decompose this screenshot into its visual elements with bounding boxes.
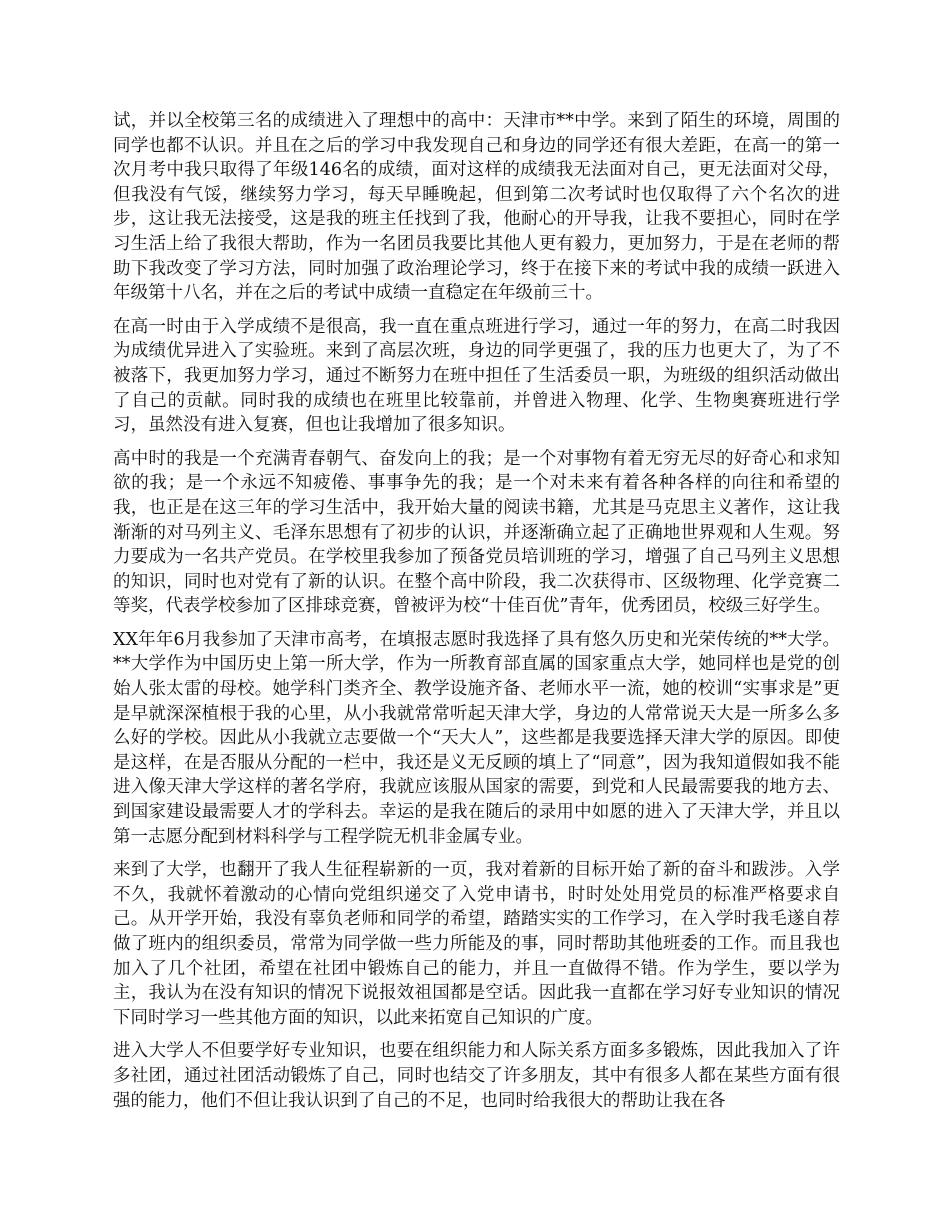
paragraph-1: 试，并以全校第三名的成绩进入了理想中的高中：天津市**中学。来到了陌生的环境，周围的同学也都不认识。并且在之后的学习中我发现自己和身边的同学还有很大差距，在高一的第一次月考中我只取得了年级146名的成绩，面对这样的成绩我无法面对自己，更无法面对父母，但我没有气馁，继续努力学习，每天早睡晚起，但到第二次考试时也仅取得了六个名次的进步，这让我无法接受，这是我的班主任找到了我，他耐心的开导我，让我不要担心，同时在学习生活上给了我很大帮助，作为一名团员我要比其他人更有毅力，更加努力，于是在老师的帮助下我改变了学习方法，同时加强了政治理论学习，终于在接下来的考试中我的成绩一跃进入年级第十八名，并在之后的考试中成绩一直稳定在年级前三十。 [113,111,840,304]
paragraph-6: 进入大学人不但要学好专业知识，也要在组织能力和人际关系方面多多锻炼，因此我加入了许多社团，通过社团活动锻炼了自己，同时也结交了许多朋友，其中有很多人都在某些方面有很强的能力，他们不但让我认识到了自己的不足，也同时给我很大的帮助让我在各 [113,1041,840,1111]
paragraph-3: 高中时的我是一个充满青春朝气、奋发向上的我；是一个对事物有着无穷无尽的好奇心和求知欲的我；是一个永远不知疲倦、事事争先的我；是一个对未来有着各种各样的向往和希望的我，也正是在这三年的学习生活中，我开始大量的阅读书籍，尤其是马克思主义著作，这让我渐渐的对马列主义、毛泽东思想有了初步的认识，并逐渐确立起了正确地世界观和人生观。努力要成为一名共产党员。在学校里我参加了预备党员培训班的学习，增强了自己马列主义思想的知识，同时也对党有了新的认识。在整个高中阶段，我二次获得市、区级物理、化学竞赛二等奖，代表学校参加了区排球竞赛，曾被评为校“十佳百优”青年，优秀团员，校级三好学生。 [113,448,840,617]
paragraph-4: XX年年6月我参加了天津市高考，在填报志愿时我选择了具有悠久历史和光荣传统的**大学。**大学作为中国历史上第一所大学，作为一所教育部直属的国家重点大学，她同样也是党的创始人张太雷的母校。她学科门类齐全、教学设施齐备、老师水平一流，她的校训“实事求是”更是早就深深植根于我的心里，从小我就常常听起天津大学，身边的人常常说天大是一所多么多么好的学校。因此从小我就立志要做一个“天大人”，这些都是我要选择天津大学的原因。即使是这样，在是否服从分配的一栏中，我还是义无反顾的填上了“同意”，因为我知道假如我不能进入像天津大学这样的著名学府，我就应该服从国家的需要，到党和人民最需要我的地方去、到国家建设最需要人才的学科去。幸运的是我在随后的录用中如愿的进入了天津大学，并且以第一志愿分配到材料科学与工程学院无机非金属专业。 [113,629,840,847]
paragraph-2: 在高一时由于入学成绩不是很高，我一直在重点班进行学习，通过一年的努力，在高二时我因为成绩优异进入了实验班。来到了高层次班，身边的同学更强了，我的压力也更大了，为了不被落下，我更加努力学习，通过不断努力在班中担任了生活委员一职，为班级的组织活动做出了自己的贡献。同时我的成绩也在班里比较靠前，并曾进入物理、化学、生物奥赛班进行学习，虽然没有进入复赛，但也让我增加了很多知识。 [113,316,840,436]
document-body [113,109,840,1122]
paragraph-5: 来到了大学，也翻开了我人生征程崭新的一页，我对着新的目标开始了新的奋斗和跋涉。入学不久，我就怀着激动的心情向党组织递交了入党申请书，时时处处用党员的标准严格要求自己。从开学开始，我没有辜负老师和同学的希望，踏踏实实的工作学习，在入学时我毛遂自荐做了班内的组织委员，常常为同学做一些力所能及的事，同时帮助其他班委的工作。而且我也加入了几个社团，希望在社团中锻炼自己的能力，并且一直做得不错。作为学生，要以学为主，我认为在没有知识的情况下说报效祖国都是空话。因此我一直都在学习好专业知识的情况下同时学习一些其他方面的知识，以此来拓宽自己知识的广度。 [113,860,840,1028]
